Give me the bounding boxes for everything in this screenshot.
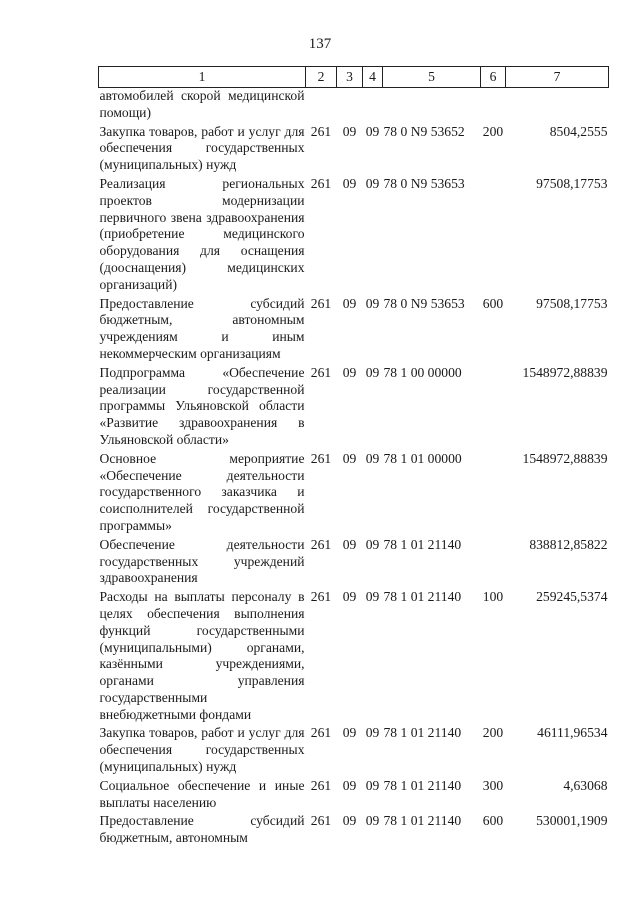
table-row xyxy=(99,124,609,176)
grbs-code-cell: 261 xyxy=(310,813,332,829)
table-row xyxy=(99,296,609,365)
row-name-cell: автомобилей скорой медицинской помощи) xyxy=(99,88,305,120)
column-header-4: 4 xyxy=(363,67,383,88)
grbs-code-cell: 261 xyxy=(310,725,332,741)
section-code-cell: 09 xyxy=(342,536,357,552)
expense-type-cell: 200 xyxy=(482,725,504,741)
target-article-cell: 78 1 01 21140 xyxy=(383,725,462,741)
grbs-code-cell: 261 xyxy=(310,123,332,139)
section-code-cell: 09 xyxy=(342,364,357,380)
table-row xyxy=(99,778,609,814)
subsection-code-cell: 09 xyxy=(365,813,380,829)
expense-type-cell xyxy=(481,537,506,589)
section-code-cell xyxy=(337,88,363,124)
row-name-cell: Реализация региональных проектов модернизации первичного звена здравоохранения (приобретение медицинского оборудования для оснащения (дооснащения) медицинских организаций) xyxy=(99,175,305,292)
target-article-cell: 78 1 01 21140 xyxy=(383,589,462,605)
target-article-cell: 78 1 00 00000 xyxy=(383,364,462,380)
table-row xyxy=(99,589,609,725)
section-code-cell: 09 xyxy=(342,175,357,191)
amount-cell: 97508,17753 xyxy=(536,295,608,311)
target-article-cell: 78 1 01 21140 xyxy=(383,777,462,793)
table-row xyxy=(99,451,609,537)
grbs-code-cell: 261 xyxy=(310,450,332,466)
subsection-code-cell: 09 xyxy=(365,364,380,380)
column-number-header-row xyxy=(99,67,609,88)
expense-type-cell: 600 xyxy=(482,813,504,829)
row-name-cell: Предоставление субсидий бюджетным, автономным учреждениям и иным некоммерческим организациям xyxy=(99,295,305,361)
subsection-code-cell: 09 xyxy=(365,295,380,311)
amount-cell: 1548972,88839 xyxy=(522,450,608,466)
subsection-code-cell: 09 xyxy=(365,123,380,139)
table-row xyxy=(99,176,609,296)
subsection-code-cell: 09 xyxy=(365,777,380,793)
target-article-cell xyxy=(383,88,481,124)
grbs-code-cell: 261 xyxy=(310,295,332,311)
subsection-code-cell: 09 xyxy=(365,725,380,741)
amount-cell: 1548972,88839 xyxy=(522,364,608,380)
amount-cell: 97508,17753 xyxy=(536,175,608,191)
table-row xyxy=(99,537,609,589)
column-header-1: 1 xyxy=(99,67,306,88)
table-row xyxy=(99,365,609,451)
target-article-cell: 78 1 01 21140 xyxy=(383,536,462,552)
row-name-cell: Закупка товаров, работ и услуг для обеспечения государственных (муниципальных) нужд xyxy=(99,725,305,775)
expense-type-cell xyxy=(481,451,506,537)
column-header-3: 3 xyxy=(337,67,363,88)
table-row xyxy=(99,813,609,849)
row-name-cell: Подпрограмма «Обеспечение реализации государственной программы Ульяновской области «Развитие здравоохранения в Ульяновской области» xyxy=(99,364,305,447)
amount-cell: 8504,2555 xyxy=(549,123,608,139)
amount-cell: 838812,85822 xyxy=(529,536,608,552)
section-code-cell: 09 xyxy=(342,725,357,741)
expense-type-cell xyxy=(481,88,506,124)
section-code-cell: 09 xyxy=(342,777,357,793)
section-code-cell: 09 xyxy=(342,295,357,311)
amount-cell: 4,63068 xyxy=(563,777,608,793)
expense-type-cell: 200 xyxy=(482,123,504,139)
subsection-code-cell: 09 xyxy=(365,589,380,605)
section-code-cell: 09 xyxy=(342,589,357,605)
grbs-code-cell: 261 xyxy=(310,175,332,191)
row-name-cell: Расходы на выплаты персоналу в целях обеспечения выполнения функций государственными (муниципальными) органами, казёнными учреждениями, органами управления государственными внебюджетными фондами xyxy=(99,589,305,722)
target-article-cell: 78 0 N9 53653 xyxy=(383,295,465,311)
subsection-code-cell: 09 xyxy=(365,536,380,552)
table-row xyxy=(99,88,609,124)
page-number: 137 xyxy=(308,36,332,52)
row-name-cell: Закупка товаров, работ и услуг для обеспечения государственных (муниципальных) нужд xyxy=(99,123,305,173)
section-code-cell: 09 xyxy=(342,123,357,139)
column-header-6: 6 xyxy=(481,67,506,88)
grbs-code-cell: 261 xyxy=(310,536,332,552)
grbs-code-cell: 261 xyxy=(310,777,332,793)
row-name-cell: Обеспечение деятельности государственных учреждений здравоохранения xyxy=(99,536,305,586)
grbs-code-cell: 261 xyxy=(310,364,332,380)
subsection-code-cell: 09 xyxy=(365,450,380,466)
budget-table xyxy=(98,66,609,849)
column-header-5: 5 xyxy=(383,67,481,88)
target-article-cell: 78 1 01 21140 xyxy=(383,813,462,829)
subsection-code-cell xyxy=(363,88,383,124)
grbs-code-cell: 261 xyxy=(310,589,332,605)
row-name-cell: Основное мероприятие «Обеспечение деятельности государственного заказчика и соисполнителей государственной программы» xyxy=(99,450,305,533)
row-name-cell: Предоставление субсидий бюджетным, автономным xyxy=(99,813,305,846)
column-header-7: 7 xyxy=(506,67,609,88)
expense-type-cell: 100 xyxy=(482,589,504,605)
target-article-cell: 78 1 01 00000 xyxy=(383,450,462,466)
grbs-code-cell xyxy=(306,88,337,124)
target-article-cell: 78 0 N9 53653 xyxy=(383,175,465,191)
expense-type-cell: 600 xyxy=(482,295,504,311)
target-article-cell: 78 0 N9 53652 xyxy=(383,123,465,139)
row-name-cell: Социальное обеспечение и иные выплаты населению xyxy=(99,777,305,810)
amount-cell xyxy=(506,88,609,124)
expense-type-cell xyxy=(481,365,506,451)
section-code-cell: 09 xyxy=(342,450,357,466)
section-code-cell: 09 xyxy=(342,813,357,829)
expense-type-cell xyxy=(481,176,506,296)
amount-cell: 46111,96534 xyxy=(537,725,608,741)
column-header-2: 2 xyxy=(306,67,337,88)
amount-cell: 259245,5374 xyxy=(536,589,608,605)
subsection-code-cell: 09 xyxy=(365,175,380,191)
expense-type-cell: 300 xyxy=(482,777,504,793)
table-row xyxy=(99,725,609,777)
amount-cell: 530001,1909 xyxy=(536,813,608,829)
